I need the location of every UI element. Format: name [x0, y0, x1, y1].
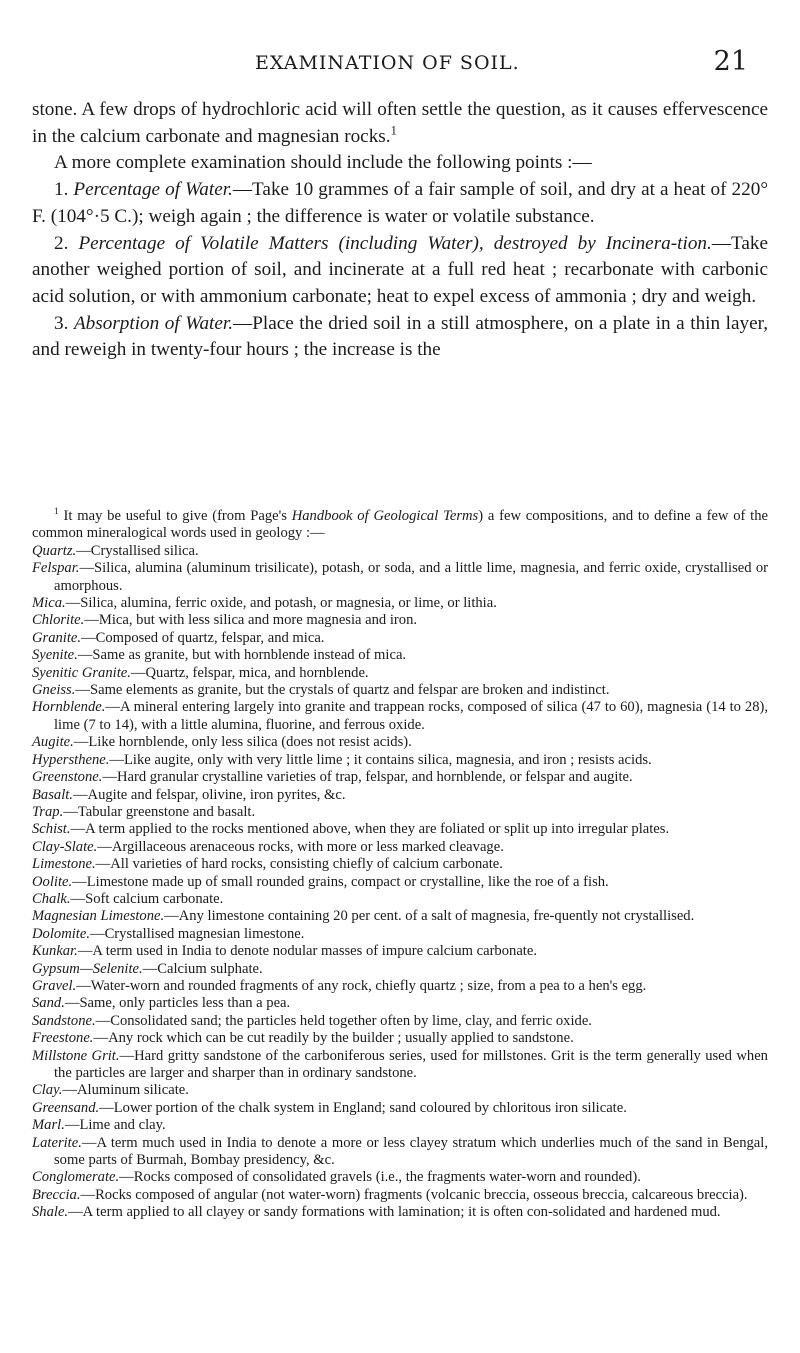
glossary-term: Hypersthene. — [32, 751, 110, 768]
glossary-term: Felspar. — [32, 560, 80, 577]
book-title: Handbook of Geological Terms — [291, 508, 479, 524]
glossary-entry — [32, 1100, 768, 1117]
glossary-definition: —Composed of quartz, felspar, and mica. — [81, 629, 325, 646]
glossary-entry — [32, 978, 768, 995]
glossary-term: Breccia. — [32, 1186, 81, 1203]
point-heading: Percentage of Volatile Matters (including Water), destroyed by Incinera-tion. — [78, 232, 712, 254]
paragraph — [32, 97, 768, 150]
glossary-entry — [32, 682, 768, 699]
main-text — [32, 97, 768, 364]
footnote-text: ) a few compositions, and to define a few of the common mineralogical words used in geology :— — [32, 508, 769, 542]
glossary-term: Clay. — [32, 1082, 63, 1099]
glossary-entry — [32, 804, 768, 821]
glossary-entry — [32, 1030, 768, 1047]
glossary-entry — [32, 1082, 768, 1099]
glossary-definition: —Quartz, felspar, mica, and hornblende. — [130, 664, 369, 681]
glossary-entry — [32, 665, 768, 682]
glossary-term: Augite. — [32, 734, 74, 751]
paragraph: A more complete examination should include the following points :— — [54, 152, 592, 174]
glossary-term: Laterite. — [32, 1134, 82, 1151]
glossary-term: Marl. — [32, 1117, 65, 1134]
glossary-definition: —Calcium sulphate. — [142, 960, 263, 977]
glossary-term: Schist. — [32, 821, 71, 838]
glossary-definition: —All varieties of hard rocks, consisting chiefly of calcium carbonate. — [95, 856, 503, 873]
glossary-definition: —Any rock which can be cut readily by the builder ; usually applied to sandstone. — [93, 1030, 574, 1047]
glossary-term: Greensand. — [32, 1099, 100, 1116]
glossary-entry — [32, 612, 768, 629]
glossary-term: Clay-Slate. — [32, 838, 98, 855]
glossary-entry — [32, 908, 768, 925]
paragraph-text: stone. A few drops of hydrochloric acid will often settle the question, as it causes effervescence in the calcium carbonate and magnesian rocks. — [32, 99, 768, 147]
glossary-entry — [32, 1204, 768, 1221]
footnote-intro — [32, 508, 768, 543]
page-number: 21 — [713, 46, 748, 77]
glossary-entry — [32, 874, 768, 891]
glossary-definition: —A term much used in India to denote a more or less clayey stratum which underlies much of the sand in Bengal, some parts of Burmah, Bombay presidency, &c. — [54, 1134, 768, 1169]
glossary-term: Freestone. — [32, 1030, 94, 1047]
glossary-term: Gneiss. — [32, 682, 76, 699]
glossary-definition: —Crystallised silica. — [76, 542, 199, 559]
glossary-entry — [32, 734, 768, 751]
glossary-entry — [32, 787, 768, 804]
glossary-definition: —Limestone made up of small rounded grains, compact or crystalline, like the roe of a fish. — [72, 873, 609, 890]
glossary-definition: —Silica, alumina (aluminum trisilicate), potash, or soda, and a little lime, magnesia, and ferric oxide, crystallised or amorphous. — [54, 560, 768, 594]
glossary-term: Syenite. — [32, 647, 78, 664]
glossary-definition: —Any limestone containing 20 per cent. of a salt of magnesia, fre-quently not crystallised. — [164, 908, 695, 925]
numbered-point — [32, 231, 768, 311]
glossary-entry — [32, 543, 768, 560]
glossary-entry — [32, 595, 768, 612]
glossary-term: Gypsum—Selenite. — [32, 960, 143, 977]
glossary-definition: —Mica, but with less silica and more magnesia and iron. — [84, 612, 418, 629]
glossary-definition: —A term applied to the rocks mentioned above, when they are foliated or split up into irregular plates. — [70, 821, 670, 838]
point-text: —Take 10 grammes of a fair sample of soil, and dry at a heat of 220° F. (104°·5 C.); weigh again ; the difference is water or volatile substance. — [32, 179, 769, 227]
glossary-definition: —A term used in India to denote nodular masses of impure calcium carbonate. — [77, 943, 537, 960]
glossary-definition: —Consolidated sand; the particles held together often by lime, clay, and ferric oxide. — [95, 1012, 592, 1029]
glossary-term: Oolite. — [32, 873, 73, 890]
glossary-term: Chalk. — [32, 890, 71, 907]
glossary-definition: —Same elements as granite, but the crystals of quartz and felspar are broken and indistinct. — [75, 682, 610, 699]
glossary-entry — [32, 961, 768, 978]
glossary-definition: —Water-worn and rounded fragments of any rock, chiefly quartz ; size, from a pea to a hen's egg. — [76, 977, 647, 994]
glossary-entry — [32, 856, 768, 873]
glossary-term: Greenstone. — [32, 769, 103, 786]
glossary-entry — [32, 1117, 768, 1134]
glossary-term: Gravel. — [32, 977, 77, 994]
glossary-term: Shale. — [32, 1204, 69, 1221]
glossary-term: Sand. — [32, 995, 65, 1012]
glossary-definition: —Rocks composed of consolidated gravels (i.e., the fragments water-worn and rounded). — [119, 1169, 641, 1186]
footnote-marker: 1 — [54, 507, 59, 518]
glossary-definition: —Silica, alumina, ferric oxide, and potash, or magnesia, or lime, or lithia. — [65, 595, 497, 612]
glossary-entry — [32, 630, 768, 647]
glossary-term: Kunkar. — [32, 943, 78, 960]
footnote-reference: 1 — [390, 123, 397, 138]
glossary-definition: —Hard granular crystalline varieties of trap, felspar, and hornblende, or felspar and augite. — [102, 769, 633, 786]
glossary-entry — [32, 926, 768, 943]
glossary-term: Trap. — [32, 803, 64, 820]
glossary-term: Syenitic Granite. — [32, 664, 131, 681]
glossary-definition: —Argillaceous arenaceous rocks, with more or less marked cleavage. — [97, 838, 504, 855]
glossary-definition: —Rocks composed of angular (not water-worn) fragments (volcanic breccia, osseous breccia, calcareous breccia). — [80, 1186, 748, 1203]
glossary-term: Sandstone. — [32, 1012, 96, 1029]
glossary-definition: —Aluminum silicate. — [62, 1082, 189, 1099]
glossary-definition: —Like augite, only with very little lime ; it contains silica, magnesia, and iron ; resists acids. — [109, 751, 652, 768]
glossary-entry — [32, 1169, 768, 1186]
glossary-term: Basalt. — [32, 786, 73, 803]
glossary-entry — [32, 647, 768, 664]
point-heading: Percentage of Water. — [73, 179, 233, 201]
glossary-list — [32, 543, 768, 1222]
glossary-entry — [32, 1013, 768, 1030]
glossary-term: Mica. — [32, 595, 66, 612]
glossary-entry — [32, 699, 768, 734]
point-number: 1. — [54, 179, 69, 201]
glossary-definition: —Tabular greenstone and basalt. — [63, 803, 256, 820]
glossary-entry — [32, 995, 768, 1012]
glossary-definition: —A term applied to all clayey or sandy formations with lamination; it is often con-solidated and hardened mud. — [68, 1204, 721, 1221]
glossary-definition: —A mineral entering largely into granite and trappean rocks, composed of silica (47 to 60), magnesia (14 to 28), lime (7 to 14), with a little alumina, fluorine, and ferrous oxide. — [54, 699, 768, 733]
glossary-entry — [32, 821, 768, 838]
glossary-entry — [32, 752, 768, 769]
glossary-entry — [32, 1135, 768, 1170]
glossary-entry — [32, 891, 768, 908]
numbered-point — [32, 311, 768, 364]
glossary-definition: —Like hornblende, only less silica (does not resist acids). — [73, 734, 412, 751]
glossary-term: Quartz. — [32, 542, 77, 559]
glossary-term: Chlorite. — [32, 612, 85, 629]
footnote-text: It may be useful to give (from Page's — [63, 508, 287, 524]
footnotes — [32, 508, 768, 1222]
glossary-term: Millstone Grit. — [32, 1047, 120, 1064]
numbered-point — [32, 177, 768, 230]
page-header — [0, 46, 800, 86]
glossary-entry — [32, 769, 768, 786]
glossary-definition: —Lime and clay. — [64, 1117, 166, 1134]
running-head: EXAMINATION OF SOIL. — [255, 52, 520, 74]
glossary-term: Limestone. — [32, 856, 96, 873]
glossary-term: Conglomerate. — [32, 1169, 120, 1186]
glossary-entry — [32, 1187, 768, 1204]
glossary-definition: —Augite and felspar, olivine, iron pyrites, &c. — [72, 786, 346, 803]
glossary-definition: —Same, only particles less than a pea. — [64, 995, 291, 1012]
point-text: —Take another weighed portion of soil, and incinerate at a full red heat ; recarbonate with carbonic acid solution, or with ammonium carbonate; heat to expel excess of ammonia ; dry and weigh. — [32, 232, 769, 307]
glossary-definition: —Soft calcium carbonate. — [70, 890, 224, 907]
glossary-entry — [32, 943, 768, 960]
glossary-term: Dolomite. — [32, 925, 90, 942]
glossary-term: Granite. — [32, 629, 82, 646]
point-number: 3. — [54, 312, 69, 334]
glossary-definition: —Lower portion of the chalk system in England; sand coloured by chloritous iron silicate. — [99, 1099, 627, 1116]
point-text: —Place the dried soil in a still atmosphere, on a plate in a thin layer, and reweigh in twenty-four hours ; the increase is the — [32, 312, 769, 361]
glossary-entry — [32, 1048, 768, 1083]
glossary-definition: —Crystallised magnesian limestone. — [89, 925, 305, 942]
glossary-definition: —Same as granite, but with hornblende instead of mica. — [77, 647, 407, 664]
point-number: 2. — [54, 232, 69, 254]
glossary-entry — [32, 839, 768, 856]
point-heading: Absorption of Water. — [73, 312, 234, 334]
glossary-term: Magnesian Limestone. — [32, 908, 165, 925]
glossary-definition: —Hard gritty sandstone of the carboniferous series, used for millstones. Grit is the term generally used when the particles are larger and sharper than in ordinary sandstone. — [54, 1047, 768, 1081]
glossary-term: Hornblende. — [32, 699, 106, 716]
glossary-entry — [32, 560, 768, 595]
